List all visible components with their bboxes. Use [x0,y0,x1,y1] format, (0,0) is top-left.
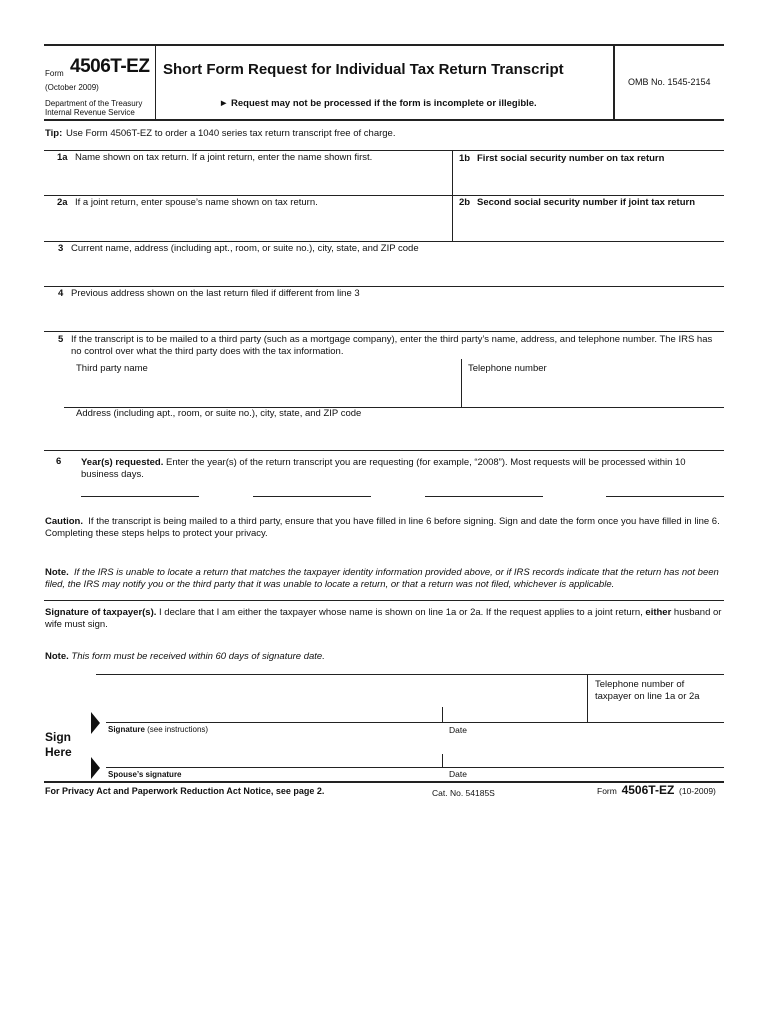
signature-declaration [45,607,725,630]
ssn-field-1b[interactable] [453,151,724,195]
header-bottom-rule [44,119,724,121]
rule-before-signature [44,600,724,601]
line-3-label: Current name, address (including apt., room, or suite no.), city, state, and ZIP code [71,243,419,254]
line-2a-number: 2a [57,197,68,208]
rule-after-line-5 [44,450,724,451]
line-6-description: Enter the year(s) of the return transcript you are requesting (for example, “2008”). Most requests will be processed within 10 business days. [81,457,686,480]
omb-number: OMB No. 1545-2154 [628,77,711,87]
spouse-date-field[interactable] [443,752,724,766]
spouse-signature-field[interactable] [106,752,442,766]
privacy-notice: For Privacy Act and Paperwork Reduction Act Notice, see page 2. [45,786,325,796]
third-party-name-field[interactable] [64,360,461,406]
line-2b-number: 2b [459,197,471,208]
line-5-number: 5 [58,334,64,345]
signature-declaration-end: husband or wife must sign. [45,607,722,630]
third-party-name-label: Third party name [76,363,148,374]
line-5-text: If the transcript is to be mailed to a third party (such as a mortgage company), enter the third party’s name, address, and telephone number. The IRS has no control over what the third party does with the tax information. [71,334,713,357]
taxpayer-telephone-label: Telephone number of taxpayer on line 1a or 2a [595,679,700,702]
sign-top-rule [96,674,724,675]
spouse-name-field-2a[interactable] [44,196,452,240]
line-4-number: 4 [58,288,64,299]
taxpayer-signature-field[interactable] [106,705,442,721]
signature-declaration-label: Signature of taxpayer(s). [45,607,157,618]
caution-paragraph [45,516,725,539]
third-party-telephone-label: Telephone number [468,363,547,374]
line-1a-number: 1a [57,152,68,163]
catalog-number: Cat. No. 54185S [432,788,495,798]
signature-declaration-text: I declare that I am either the taxpayer whose name is shown on line 1a or 2a. If the request applies to a joint return, [159,607,643,618]
year-field-3[interactable] [425,496,543,497]
previous-address-field[interactable] [44,287,724,331]
sign-arrow-icon [91,712,100,734]
note-deadline-text: This form must be received within 60 days of signature date. [71,651,325,662]
department-line2: Internal Revenue Service [45,108,135,117]
signature-caption [108,724,208,736]
footer-form-id [597,785,716,798]
form-number: 4506T-EZ [70,56,150,77]
incomplete-warning: ► Request may not be processed if the form is incomplete or illegible. [219,98,537,109]
year-field-4[interactable] [606,496,724,497]
current-address-field[interactable] [44,242,724,286]
sign-word: Sign [45,730,71,744]
here-word: Here [45,745,72,759]
caution-text: If the transcript is being mailed to a third party, ensure that you have filled in line 6 before signing. Sign and date the form once you have filled in line 6. Completing these steps helps to protect your privacy. [45,516,720,539]
line-2a-label: If a joint return, enter spouse’s name shown on tax return. [75,197,318,208]
line-1b-number: 1b [459,153,471,164]
note-paragraph [45,567,725,590]
form-word: Form [45,69,64,78]
rule-after-line-4 [44,331,724,332]
year-field-2[interactable] [253,496,371,497]
note-label: Note. [45,567,69,578]
top-rule [44,44,724,46]
signature-date-field[interactable] [443,705,587,721]
ssn-field-2b[interactable] [453,196,724,240]
caution-label: Caution. [45,516,83,527]
line-4-label: Previous address shown on the last return filed if different from line 3 [71,288,360,299]
third-party-address-field[interactable] [64,408,724,450]
spouse-sign-arrow-icon [91,757,100,779]
spouse-signature-label: Spouse’s signature [108,770,182,779]
tip-text: Use Form 4506T-EZ to order a 1040 series tax return transcript free of charge. [66,128,396,139]
year-field-1[interactable] [81,496,199,497]
signature-note: (see instructions) [147,725,209,734]
header-divider-right [613,46,615,119]
tip-label: Tip: [45,128,63,139]
spouse-date-label: Date [449,769,467,779]
form-title: Short Form Request for Individual Tax Return Transcript [163,61,564,78]
department-line1: Department of the Treasury [45,99,143,108]
note-text: If the IRS is unable to locate a return that matches the taxpayer identity information provided above, or if IRS records indicate that the return has not been filed, the IRS may notify you or the third party that it was unable to locate a return, or that a return was not filed, whichever is applicable. [45,567,719,590]
name-field-1a[interactable] [44,151,452,195]
signature-rule [106,722,724,723]
line-6-number: 6 [56,456,62,467]
header-divider-left [155,46,156,119]
either-word: either [645,607,672,618]
footer-revision: (10-2009) [679,786,716,796]
taxpayer-telephone-field[interactable] [588,676,724,721]
third-party-telephone-field[interactable] [462,360,724,406]
footer-form-number: 4506T-EZ [621,783,675,797]
line-1b-label: First social security number on tax return [477,153,665,164]
third-party-address-label: Address (including apt., room, or suite no.), city, state, and ZIP code [76,408,362,419]
spouse-signature-rule [106,767,724,768]
footer-form-word: Form [597,786,617,796]
line-3-number: 3 [58,243,64,254]
line-6-text [81,457,724,480]
line-1a-label: Name shown on tax return. If a joint return, enter the name shown first. [75,152,373,163]
note-deadline [45,651,325,663]
line-2b-label: Second social security number if joint tax return [477,197,696,208]
signature-date-label: Date [449,725,467,735]
line-6-label: Year(s) requested. [81,457,164,468]
note-deadline-label: Note. [45,651,69,662]
form-revision: (October 2009) [45,83,99,92]
signature-label: Signature [108,725,145,734]
